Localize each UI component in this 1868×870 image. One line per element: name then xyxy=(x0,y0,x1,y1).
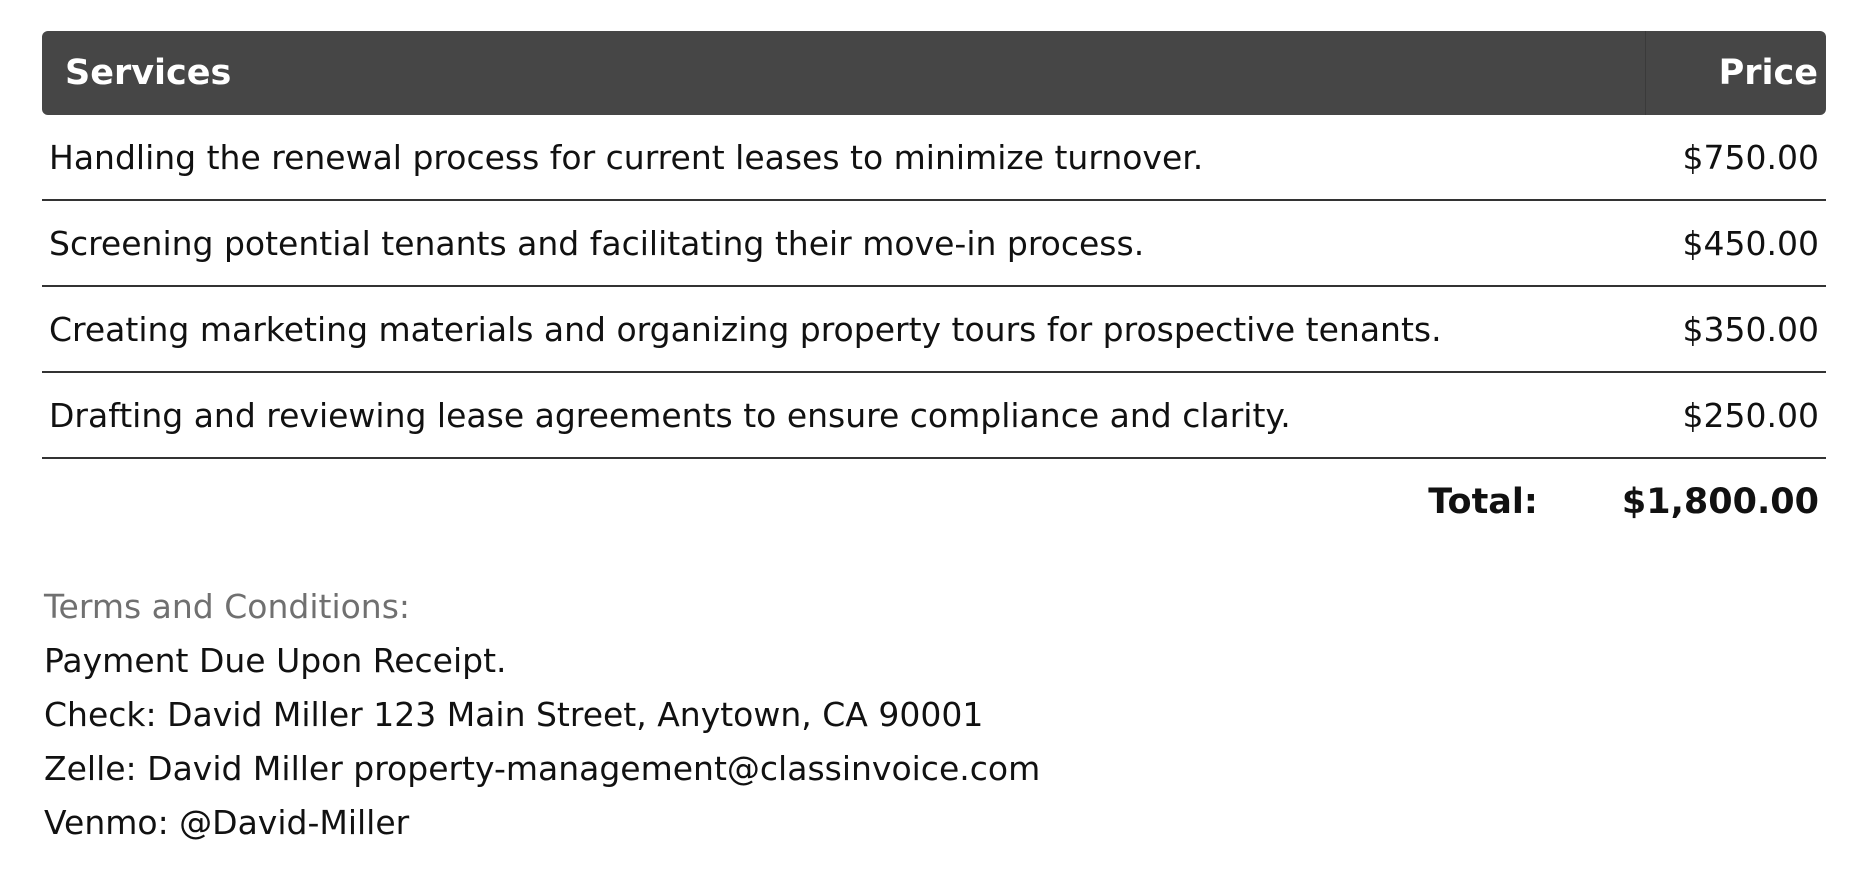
terms-line-check: Check: David Miller 123 Main Street, Anytown, CA 90001 xyxy=(44,695,984,734)
terms-line-payment-due: Payment Due Upon Receipt. xyxy=(44,641,507,680)
terms-line-zelle: Zelle: David Miller property-management@classinvoice.com xyxy=(44,749,1041,788)
terms-line-venmo: Venmo: @David-Miller xyxy=(44,803,410,842)
table-row xyxy=(42,373,1826,459)
row-description: Handling the renewal process for current leases to minimize turnover. xyxy=(49,137,1204,177)
header-services: Services xyxy=(42,31,1646,115)
header-price: Price xyxy=(1718,53,1818,93)
total-value: $1,800.00 xyxy=(1621,482,1819,522)
total-label: Total: xyxy=(1428,482,1538,522)
row-description: Drafting and reviewing lease agreements to ensure compliance and clarity. xyxy=(49,395,1291,435)
total-line xyxy=(42,459,1826,545)
terms-and-conditions xyxy=(44,580,1040,850)
row-price: $450.00 xyxy=(1682,223,1819,263)
table-row xyxy=(42,115,1826,201)
row-price: $350.00 xyxy=(1682,309,1819,349)
table-header xyxy=(42,31,1826,115)
row-description: Screening potential tenants and facilitating their move-in process. xyxy=(49,223,1145,263)
invoice-services-table xyxy=(42,31,1826,545)
terms-title: Terms and Conditions: xyxy=(44,587,411,626)
service-rows xyxy=(42,115,1826,459)
row-price: $250.00 xyxy=(1682,395,1819,435)
row-description: Creating marketing materials and organizing property tours for prospective tenants. xyxy=(49,309,1442,349)
table-row xyxy=(42,201,1826,287)
table-row xyxy=(42,287,1826,373)
row-price: $750.00 xyxy=(1682,137,1819,177)
